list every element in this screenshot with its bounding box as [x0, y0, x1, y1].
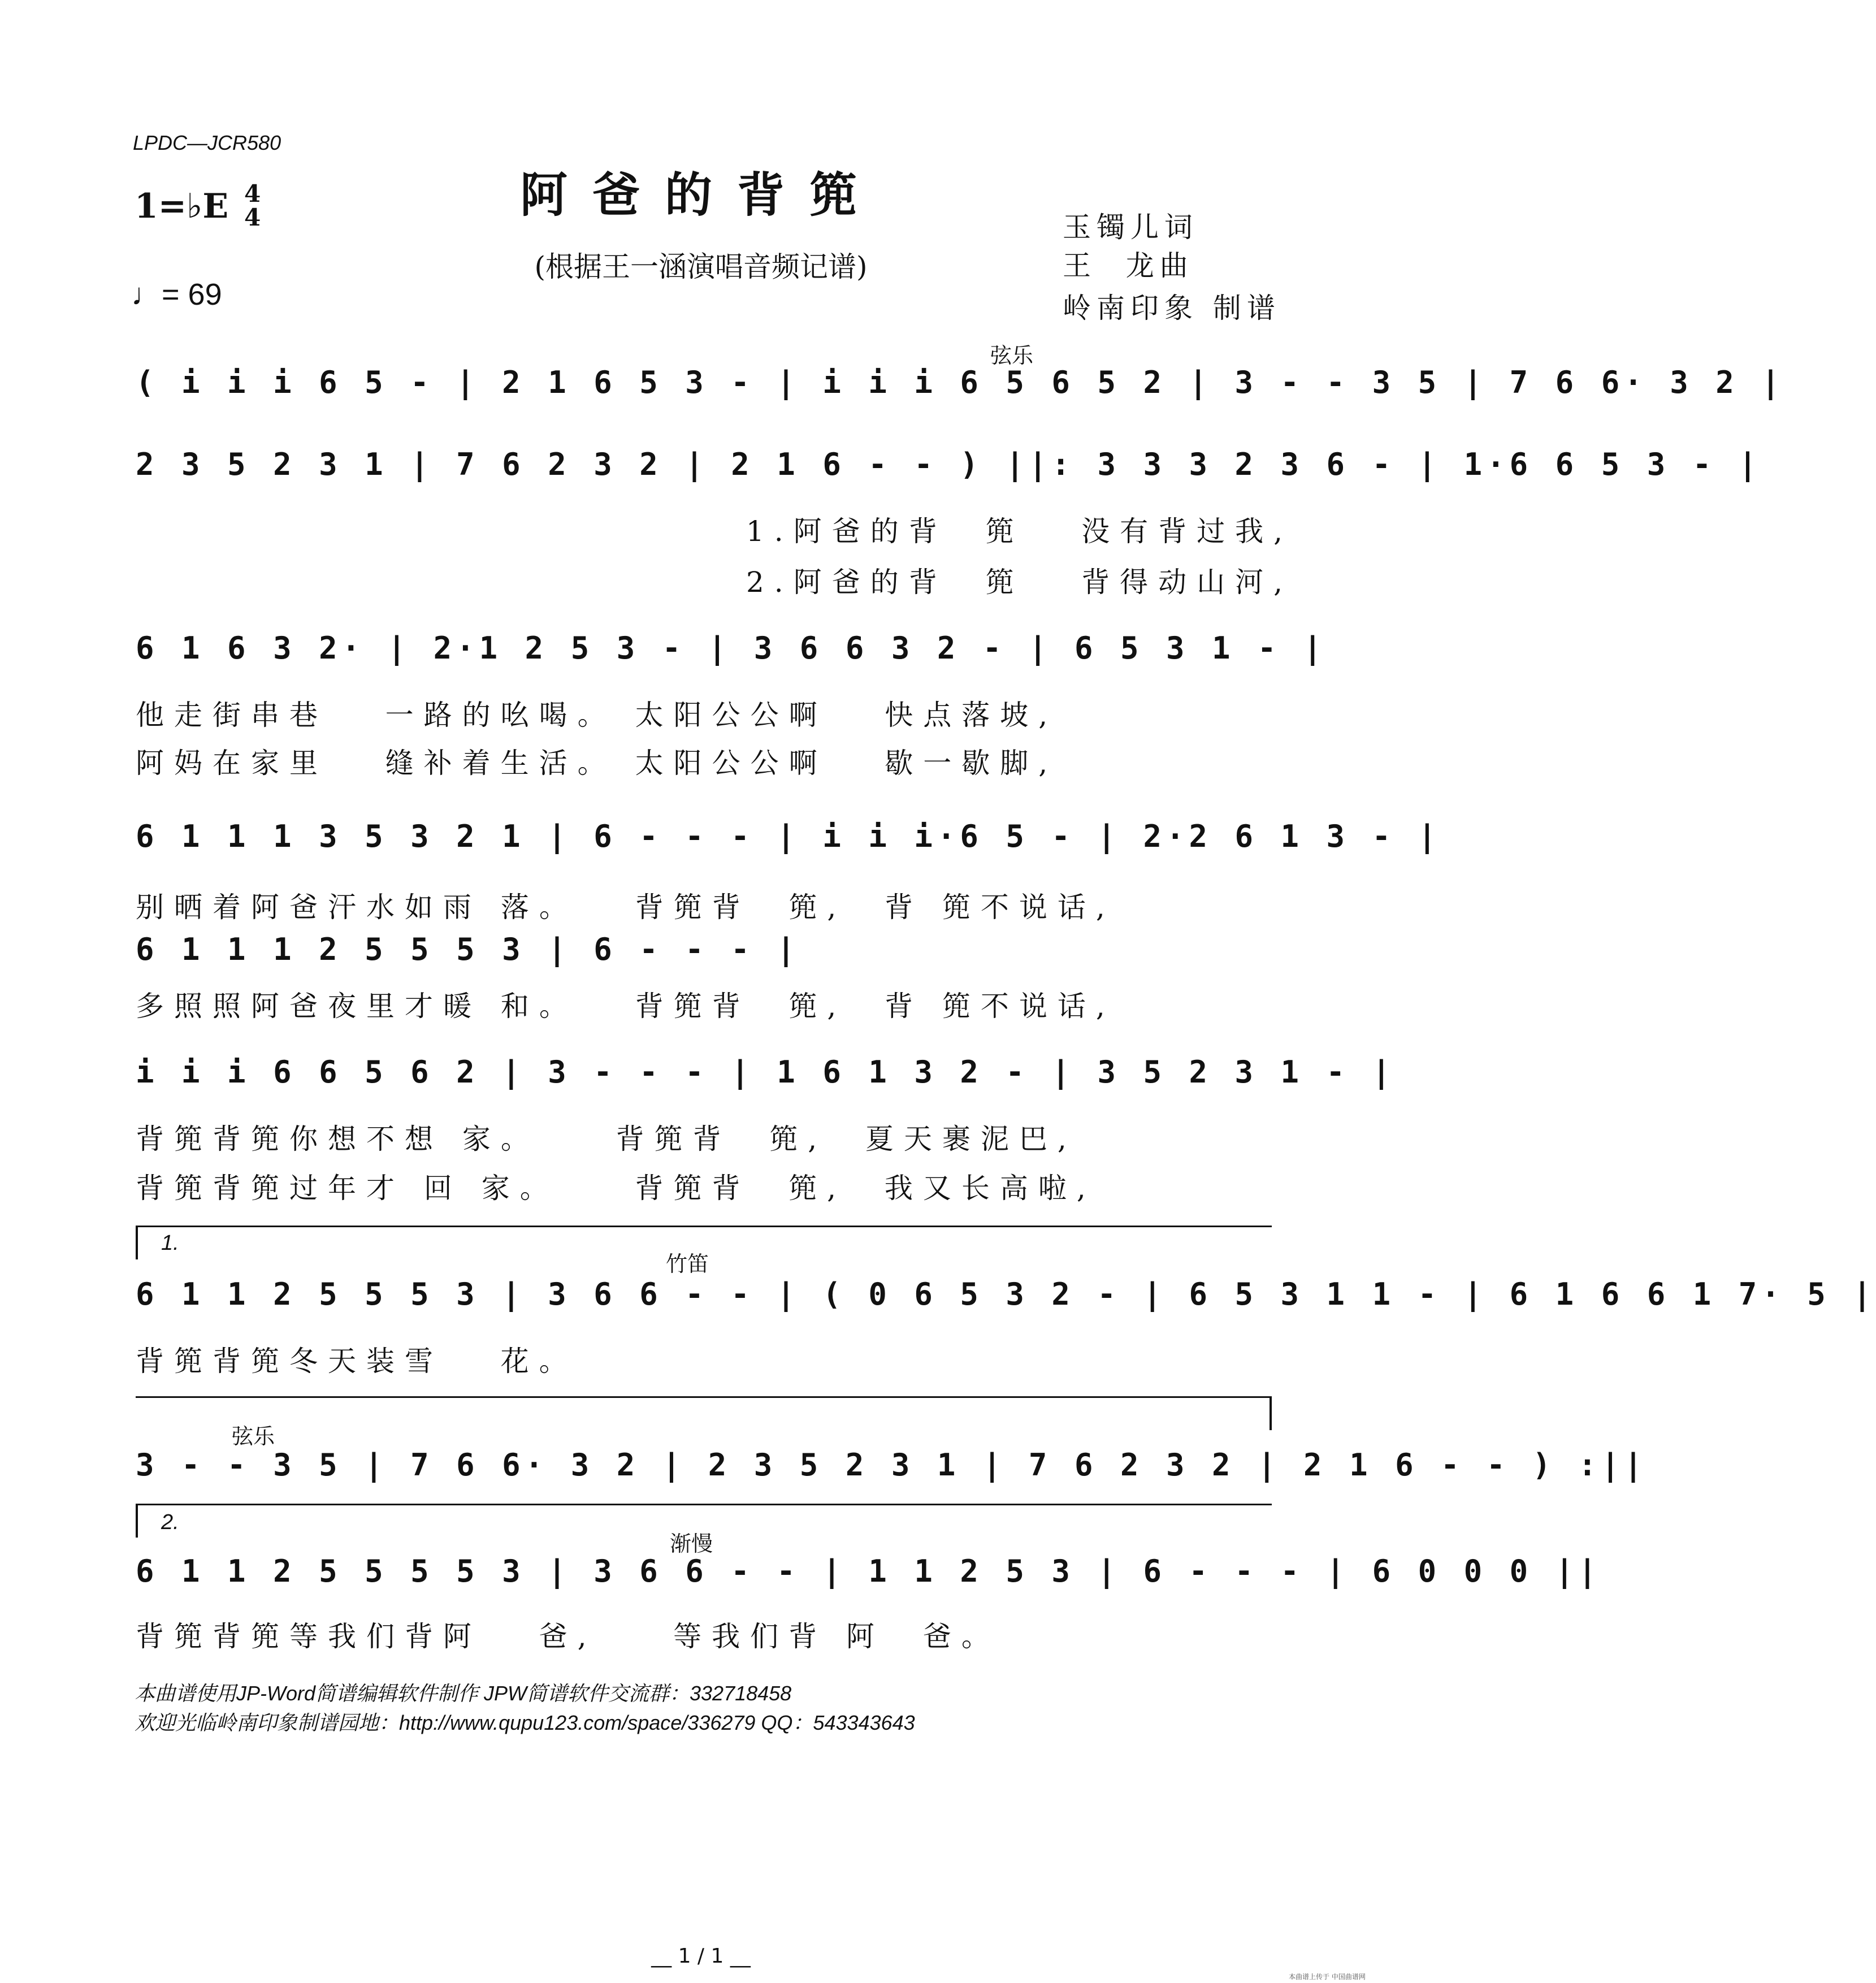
volta-bracket	[136, 1504, 1272, 1505]
lyric-line: 别晒着阿爸汗水如雨 落。 背篼背 篼, 背 篼不说话,	[136, 891, 1115, 924]
notation-row: 3 - - 3 5 | 7 6 6· 3 2 | 2 3 5 2 3 1 | 7 6 2 3 2 | 2 1 6 - - ) :||	[136, 1447, 1647, 1483]
volta-bracket	[136, 1226, 1272, 1227]
tempo-direction: 渐慢	[670, 1532, 713, 1556]
meter-top: 4	[244, 180, 261, 207]
time-signature	[244, 182, 261, 230]
volta-start	[136, 1226, 138, 1259]
notation-row: ( i i i 6 5 - | 2 1 6 5 3 - | i i i 6 5 6 5 2 | 3 - - 3 5 | 7 6 6· 3 2 |	[136, 365, 1784, 400]
lyricist-credit: 玉镯儿词	[1063, 211, 1198, 244]
volta-number: 2.	[161, 1510, 179, 1534]
lyric-line: 背篼背篼过年才 回 家。 背篼背 篼, 我又长高啦,	[136, 1172, 1096, 1205]
composer-credit: 王 龙曲	[1063, 249, 1194, 282]
footer-site-note: 欢迎光临岭南印象制谱园地：http://www.qupu123.com/space/336279 QQ：543343643	[135, 1711, 915, 1734]
volta-number: 1.	[161, 1231, 179, 1255]
volta-end	[1270, 1396, 1272, 1430]
notation-row: i i i 6 6 5 6 2 | 3 - - - | 1 6 1 3 2 - | 3 5 2 3 1 - |	[136, 1054, 1396, 1090]
notation-row: 6 1 1 1 3 5 3 2 1 | 6 - - - | i i i·6 5 - | 2·2 6 1 3 - |	[136, 819, 1441, 854]
watermark: 本曲谱上传于 中国曲谱网	[1289, 1973, 1366, 1981]
arranger-credit: 岭南印象 制谱	[1063, 292, 1281, 324]
instrument-tag: 竹笛	[666, 1253, 709, 1276]
instrument-tag: 弦乐	[990, 344, 1034, 368]
lyric-line: 背篼背篼等我们背阿 爸, 等我们背 阿 爸。	[136, 1620, 1000, 1653]
key-signature: 1=♭E	[135, 187, 229, 226]
lyric-line: 2.阿爸的背 篼 背得动山河,	[746, 566, 1293, 599]
notation-row: 6 1 1 2 5 5 5 5 3 | 3 6 6 - - | 1 1 2 5 3 | 6 - - - | 6 0 0 0 ||	[136, 1553, 1601, 1589]
subtitle: (根据王一涵演唱音频记谱)	[534, 250, 868, 283]
lyric-line: 1.阿爸的背 篼 没有背过我,	[746, 515, 1293, 548]
page-number: __ 1 / 1 __	[651, 1945, 751, 1968]
score-code: LPDC—JCR580	[133, 131, 281, 154]
meter-bottom: 4	[244, 204, 261, 231]
lyric-line: 背篼背篼冬天装雪 花。	[136, 1345, 578, 1378]
volta-bracket	[136, 1396, 1272, 1398]
notation-row: 6 1 6 3 2· | 2·1 2 5 3 - | 3 6 6 3 2 - | 6 5 3 1 - |	[136, 630, 1327, 666]
volta-start	[136, 1504, 138, 1538]
tempo-mark: ♩= 69	[131, 278, 222, 311]
lyric-line: 背篼背篼你想不想 家。 背篼背 篼, 夏天裹泥巴,	[136, 1123, 1077, 1155]
footer-software-note: 本曲谱使用JP-Word简谱编辑软件制作 JPW简谱软件交流群：332718458	[135, 1682, 792, 1705]
notation-row: 2 3 5 2 3 1 | 7 6 2 3 2 | 2 1 6 - - ) ||: 3 3 3 2 3 6 - | 1·6 6 5 3 - |	[136, 447, 1762, 482]
page-title: 阿爸的背篼	[519, 167, 882, 223]
lyric-line: 他走街串巷 一路的吆喝。 太阳公公啊 快点落坡,	[136, 699, 1058, 731]
instrument-tag: 弦乐	[232, 1425, 275, 1449]
notation-row: 6 1 1 2 5 5 5 3 | 3 6 6 - - | ( 0 6 5 3 2 - | 6 5 3 1 1 - | 6 1 6 6 1 7· 5 |	[136, 1276, 1876, 1312]
notation-row: 6 1 1 1 2 5 5 5 3 | 6 - - - |	[136, 932, 800, 967]
lyric-line: 阿妈在家里 缝补着生活。 太阳公公啊 歇一歇脚,	[136, 747, 1058, 780]
lyric-line: 多照照阿爸夜里才暖 和。 背篼背 篼, 背 篼不说话,	[136, 990, 1115, 1023]
